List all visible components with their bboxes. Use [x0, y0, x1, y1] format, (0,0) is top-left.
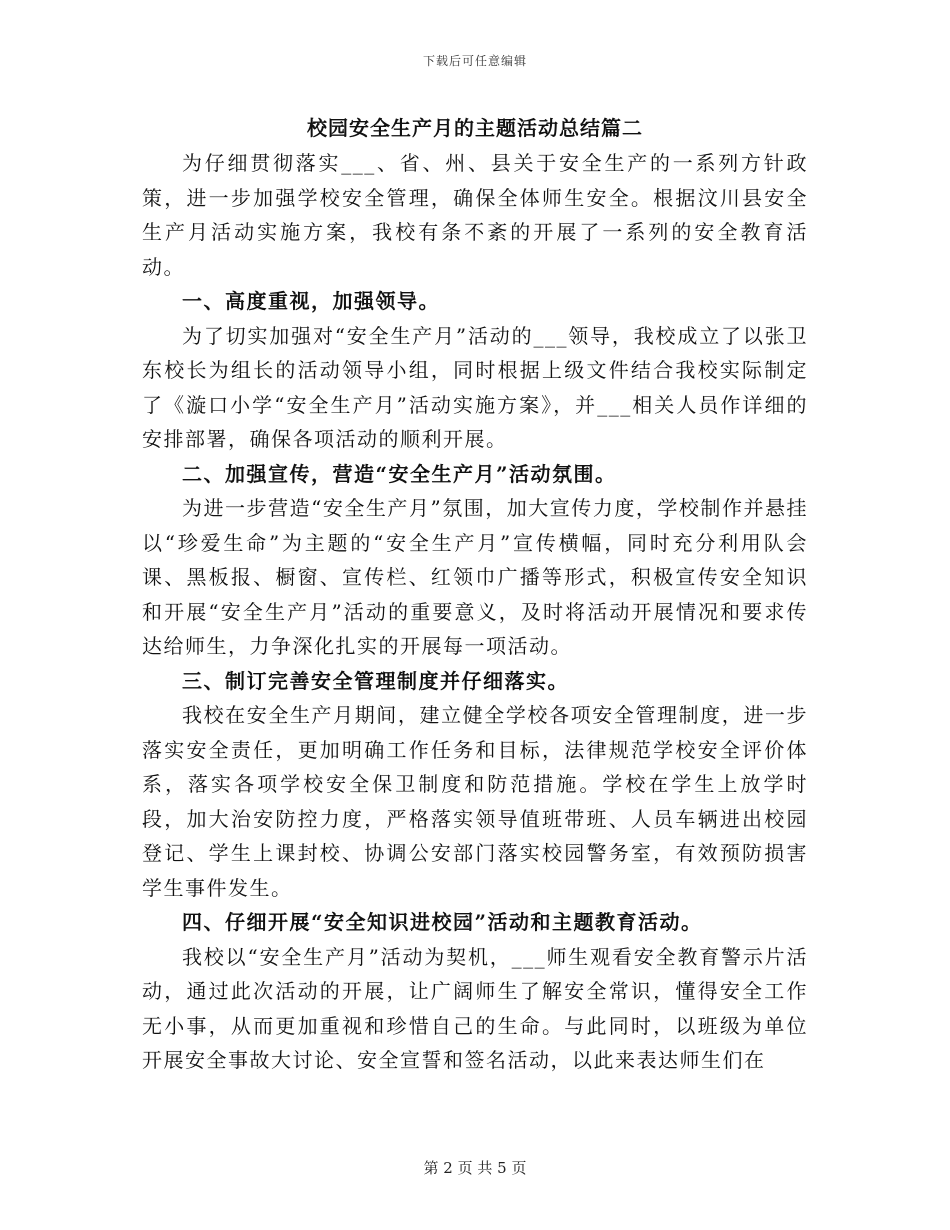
section-2-paragraph: 为进一步营造“安全生产月”氛围，加大宣传力度，学校制作并悬挂以“珍爱生命”为主题的“安全生产月”宣传横幅，同时充分利用队会课、黑板报、橱窗、宣传栏、红领巾广播等形式，积极宣传安全知识和开展“安全生产月”活动的重要意义，及时将活动开展情况和要求传达给师生，力争深化扎实的开展每一项活动。: [142, 496, 808, 658]
document-body: [142, 146, 808, 1078]
document-title: 校园安全生产月的主题活动总结篇二: [307, 116, 643, 140]
section-3-paragraph: 我校在安全生产月期间，建立健全学校各项安全管理制度，进一步落实安全责任，更加明确工作任务和目标，法律规范学校安全评价体系，落实各项学校安全保卫制度和防范措施。学校在学生上放学时段，加大治安防控力度，严格落实领导值班带班、人员车辆进出校园登记、学生上课封校、协调公安部门落实校园警务室，有效预防损害学生事件发生。: [142, 703, 808, 900]
section-4-paragraph: 我校以“安全生产月”活动为契机，___师生观看安全教育警示片活动，通过此次活动的开展，让广阔师生了解安全常识，懂得安全工作无小事，从而更加重视和珍惜自己的生命。与此同时，以班级为单位开展安全事故大讨论、安全宣誓和签名活动，以此来表达师生们在: [142, 944, 808, 1072]
page-indicator: 第 2 页 共 5 页: [423, 1159, 527, 1177]
section-3-heading: 三、制订完善安全管理制度并仔细落实。: [182, 668, 569, 693]
section-2-heading: 二、加强宣传，营造“安全生产月”活动氛围。: [182, 461, 617, 486]
section-1-paragraph: 为了切实加强对“安全生产月”活动的___领导，我校成立了以张卫东校长为组长的活动领导小组，同时根据上级文件结合我校实际制定了《漩口小学“安全生产月”活动实施方案》，并___相关人员作详细的安排部署，确保各项活动的顺利开展。: [142, 323, 808, 451]
section-1-heading: 一、高度重视，加强领导。: [182, 289, 440, 313]
section-4-heading: 四、仔细开展“安全知识进校园”活动和主题教育活动。: [182, 910, 703, 934]
intro-paragraph: 为仔细贯彻落实___、省、州、县关于安全生产的一系列方针政策，进一步加强学校安全管理，确保全体师生安全。根据汶川县安全生产月活动实施方案，我校有条不紊的开展了一系列的安全教育活动。: [142, 151, 808, 279]
header-note: 下载后可任意编辑: [422, 54, 527, 68]
